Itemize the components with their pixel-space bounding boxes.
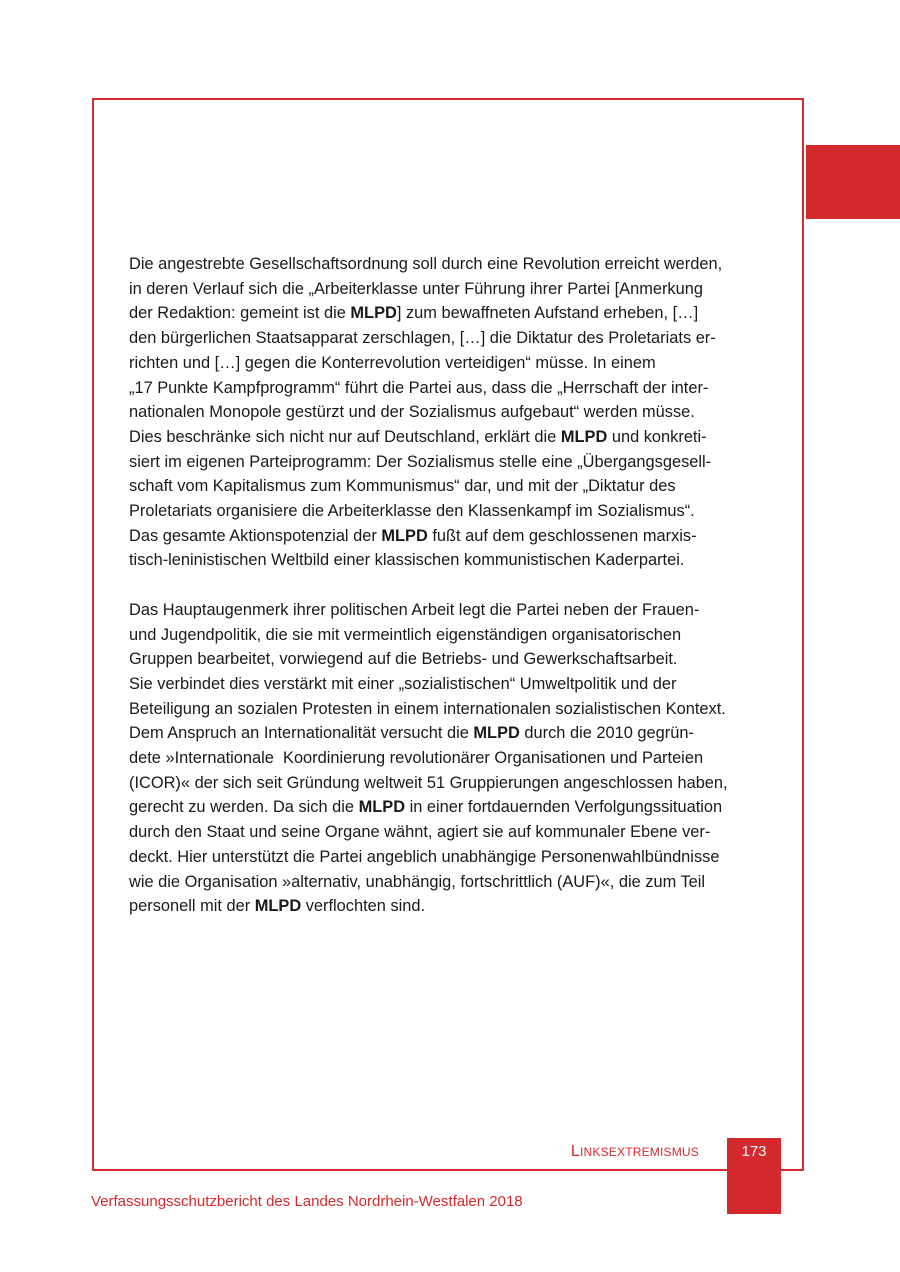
text-line xyxy=(129,277,769,302)
text-line xyxy=(129,548,769,573)
text-segment: Dem Anspruch an Internationalität versucht die xyxy=(129,724,474,743)
emphasis-text: MLPD xyxy=(381,526,428,545)
emphasis-text: MLPD xyxy=(350,304,397,323)
text-line xyxy=(129,326,769,351)
text-segment: siert im eigenen Parteiprogramm: Der Sozialismus stelle eine „Übergangsgesell- xyxy=(129,452,712,471)
text-segment: Beteiligung an sozialen Protesten in einem internationalen sozialistischen Kontext. xyxy=(129,699,726,718)
text-segment: Proletariats organisiere die Arbeiterklasse den Klassenkampf im Sozialismus“. xyxy=(129,502,695,521)
text-line xyxy=(129,376,769,401)
emphasis-text: MLPD xyxy=(473,724,520,743)
text-segment: Das Hauptaugenmerk ihrer politischen Arbeit legt die Partei neben der Frauen- xyxy=(129,600,700,619)
text-segment: richten und […] gegen die Konterrevolution verteidigen“ müsse. In einem xyxy=(129,353,656,372)
page-number: 173 xyxy=(741,1143,767,1160)
text-line xyxy=(129,672,769,697)
text-line xyxy=(129,771,769,796)
text-segment: den bürgerlichen Staatsapparat zerschlagen, […] die Diktatur des Proletariats er- xyxy=(129,329,716,348)
text-line xyxy=(129,845,769,870)
chapter-tab-marker xyxy=(806,145,900,219)
text-segment: Das gesamte Aktionspotenzial der xyxy=(129,526,382,545)
text-line xyxy=(129,400,769,425)
text-line xyxy=(129,524,769,549)
text-line xyxy=(129,820,769,845)
text-segment: der Redaktion: gemeint ist die xyxy=(129,304,351,323)
text-segment: schaft vom Kapitalismus zum Kommunismus“ dar, und mit der „Diktatur des xyxy=(129,477,676,496)
text-line xyxy=(129,647,769,672)
text-segment: personell mit der xyxy=(129,897,255,916)
emphasis-text: MLPD xyxy=(358,798,406,817)
text-line xyxy=(129,450,769,475)
text-line xyxy=(129,697,769,722)
text-line xyxy=(129,474,769,499)
text-segment: in deren Verlauf sich die „Arbeiterklasse unter Führung ihrer Partei [Anmerkung xyxy=(129,279,703,298)
body-paragraph xyxy=(129,252,769,573)
body-text xyxy=(129,252,769,919)
text-line xyxy=(129,301,769,326)
text-segment: fußt auf dem geschlossenen marxis- xyxy=(427,526,697,545)
text-segment: Die angestrebte Gesellschaftsordnung soll durch eine Revolution erreicht werden, xyxy=(129,255,723,273)
text-segment: Gruppen bearbeitet, vorwiegend auf die Betriebs- und Gewerkschaftsarbeit. xyxy=(129,650,678,669)
text-line xyxy=(129,894,769,919)
text-segment: Sie verbindet dies verstärkt mit einer „sozialistischen“ Umweltpolitik und der xyxy=(129,674,677,693)
text-segment: nationalen Monopole gestürzt und der Sozialismus aufgebaut“ werden müsse. xyxy=(129,403,695,422)
text-line xyxy=(129,746,769,771)
text-line xyxy=(129,351,769,376)
text-line xyxy=(129,598,769,623)
section-label: LINKSEXTREMISMUS xyxy=(570,1143,699,1160)
text-segment: durch die 2010 gegrün- xyxy=(519,724,694,743)
emphasis-text: MLPD xyxy=(254,897,302,916)
text-line xyxy=(129,870,769,895)
text-segment: „17 Punkte Kampfprogramm“ führt die Partei aus, dass die „Herrschaft der inter- xyxy=(129,378,709,397)
text-line xyxy=(129,795,769,820)
text-segment: dete »Internationale Koordinierung revolutionärer Organisationen und Parteien xyxy=(129,749,704,768)
text-line xyxy=(129,623,769,648)
text-segment: (ICOR)« der sich seit Gründung weltweit 51 Gruppierungen angeschlossen haben, xyxy=(129,773,728,792)
text-segment: wie die Organisation »alternativ, unabhängig, fortschrittlich (AUF)«, die zum Teil xyxy=(129,872,706,891)
publication-footer: Verfassungsschutzbericht des Landes Nordrhein-Westfalen 2018 xyxy=(91,1193,523,1210)
text-segment: verflochten sind. xyxy=(301,897,426,916)
text-segment: und konkreti- xyxy=(607,427,707,446)
text-segment: deckt. Hier unterstützt die Partei angeblich unabhängige Personenwahlbündnisse xyxy=(129,847,720,866)
emphasis-text: MLPD xyxy=(560,427,608,446)
body-paragraph xyxy=(129,598,769,919)
text-segment: ] zum bewaffneten Aufstand erheben, […] xyxy=(396,304,699,323)
text-segment: durch den Staat und seine Organe wähnt, agiert sie auf kommunaler Ebene ver- xyxy=(129,823,711,842)
text-line xyxy=(129,252,769,277)
text-line xyxy=(129,499,769,524)
text-segment: gerecht zu werden. Da sich die xyxy=(129,798,359,817)
text-segment: Dies beschränke sich nicht nur auf Deutschland, erklärt die xyxy=(129,427,561,446)
text-segment: und Jugendpolitik, die sie mit vermeintlich eigenständigen organisatorischen xyxy=(129,625,682,644)
text-line xyxy=(129,425,769,450)
text-segment: tisch-leninistischen Weltbild einer klassischen kommunistischen Kaderpartei. xyxy=(129,551,685,570)
text-line xyxy=(129,721,769,746)
text-segment: in einer fortdauernden Verfolgungssituation xyxy=(405,798,723,817)
